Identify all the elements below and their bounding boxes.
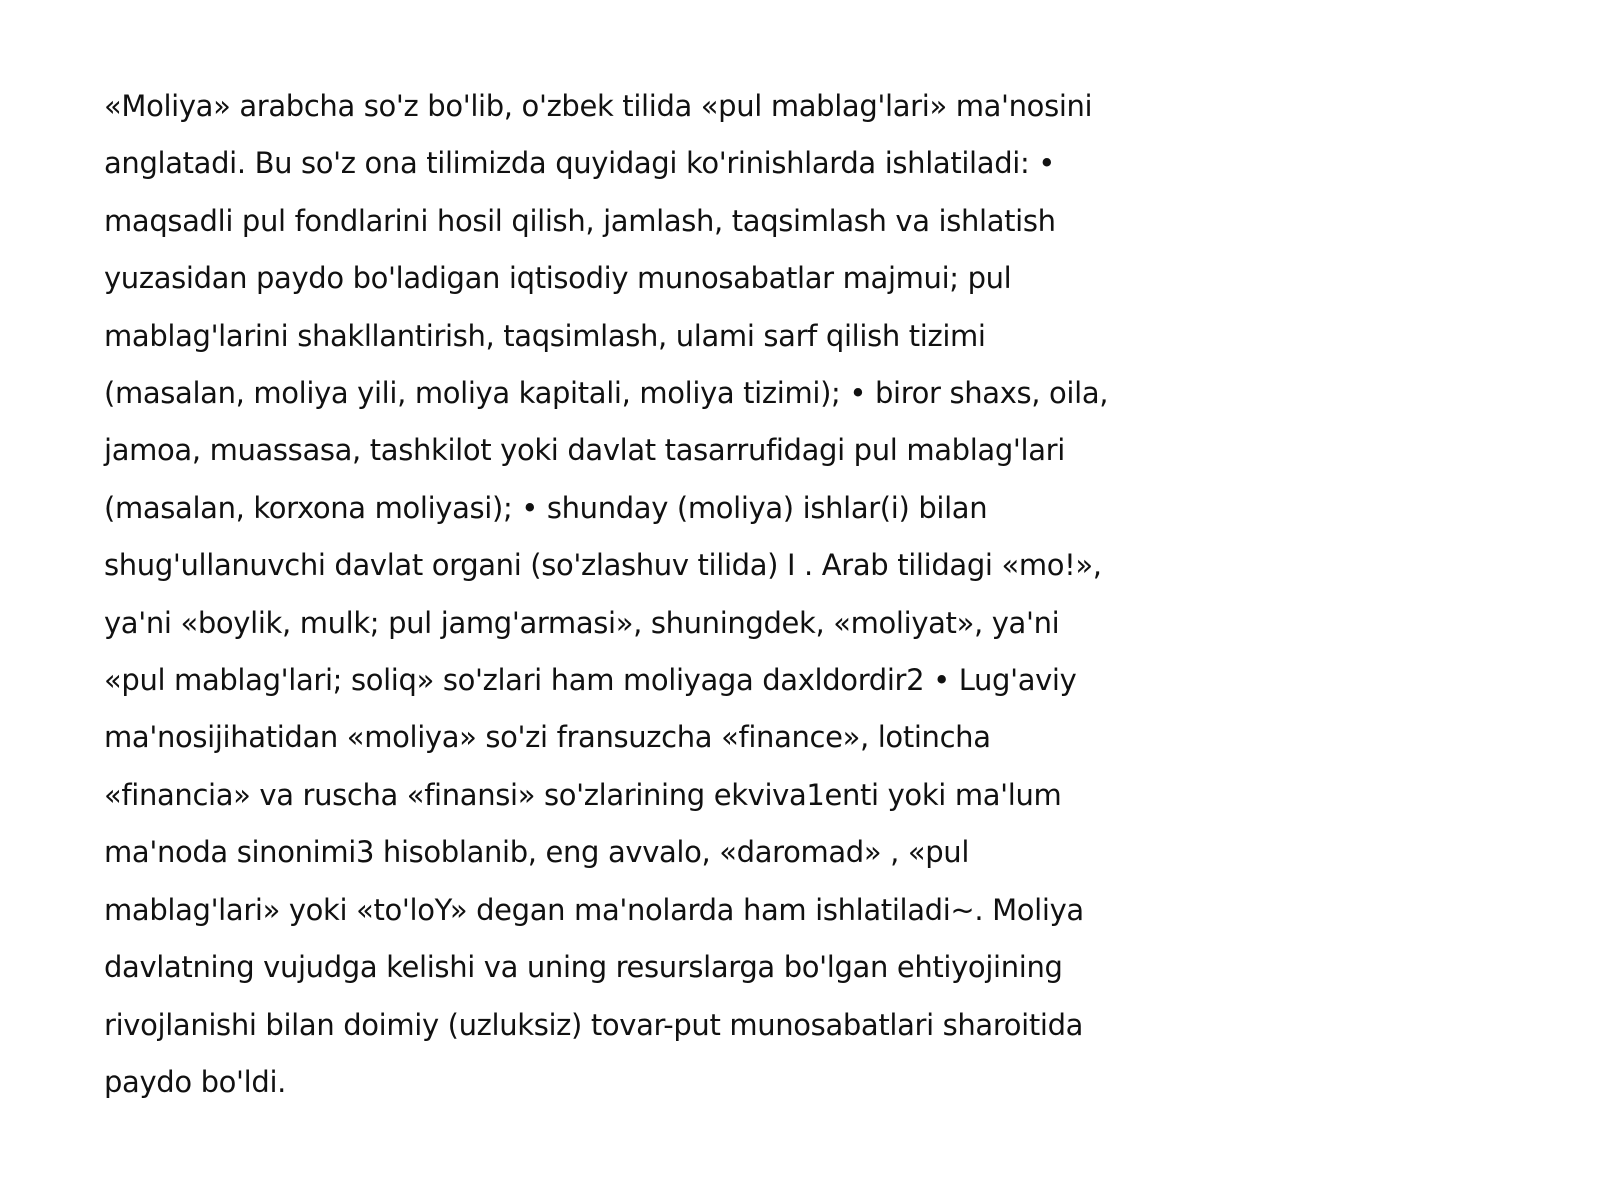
- text-line-9: shug'ullanuvchi davlat organi (so'zlashuv tilida) I . Arab tilidagi «mo!»,: [104, 548, 1102, 583]
- text-line-15: mablag'lari» yoki «to'loY» degan ma'nolarda ham ishlatiladi~. Moliya: [104, 892, 1084, 927]
- text-line-7: jamoa, muassasa, tashkilot yoki davlat tasarrufidagi pul mablag'lari: [104, 433, 1065, 468]
- text-line-13: «financia» va ruscha «finansi» so'zlarining ekviva1enti yoki ma'lum: [104, 777, 1062, 812]
- text-line-16: davlatning vujudga kelishi va uning resurslarga bo'lgan ehtiyojining: [104, 950, 1063, 985]
- text-line-5: mablag'larini shakllantirish, taqsimlash, ulami sarf qilish tizimi: [104, 318, 986, 353]
- text-line-17: rivojlanishi bilan doimiy (uzluksiz) tovar-put munosabatlari sharoitida: [104, 1007, 1084, 1042]
- text-line-12: ma'nosijihatidan «moliya» so'zi fransuzcha «finance», lotincha: [104, 720, 991, 755]
- body-paragraph: [104, 78, 1134, 1111]
- text-line-6: (masalan, moliya yili, moliya kapitali, moliya tizimi); • biror shaxs, oila,: [104, 376, 1109, 411]
- text-line-3: maqsadli pul fondlarini hosil qilish, jamlash, taqsimlash va ishlatish: [104, 203, 1056, 238]
- text-line-2: anglatadi. Bu so'z ona tilimizda quyidagi ko'rinishlarda ishlatiladi: •: [104, 146, 1055, 181]
- text-line-11: «pul mablag'lari; soliq» so'zlari ham moliyaga daxldordir2 • Lug'aviy: [104, 663, 1077, 698]
- text-line-14: ma'noda sinonimi3 hisoblanib, eng avvalo, «daromad» , «pul: [104, 835, 970, 870]
- text-line-10: ya'ni «boylik, mulk; pul jamg'armasi», shuningdek, «moliyat», ya'ni: [104, 605, 1060, 640]
- text-line-1: «Moliya» arabcha so'z bo'lib, o'zbek tilida «pul mablag'lari» ma'nosini: [104, 89, 1093, 123]
- text-line-4: yuzasidan paydo bo'ladigan iqtisodiy munosabatlar majmui; pul: [104, 261, 1012, 296]
- text-line-8: (masalan, korxona moliyasi); • shunday (moliya) ishlar(i) bilan: [104, 490, 988, 525]
- text-line-18: paydo bo'ldi.: [104, 1064, 287, 1099]
